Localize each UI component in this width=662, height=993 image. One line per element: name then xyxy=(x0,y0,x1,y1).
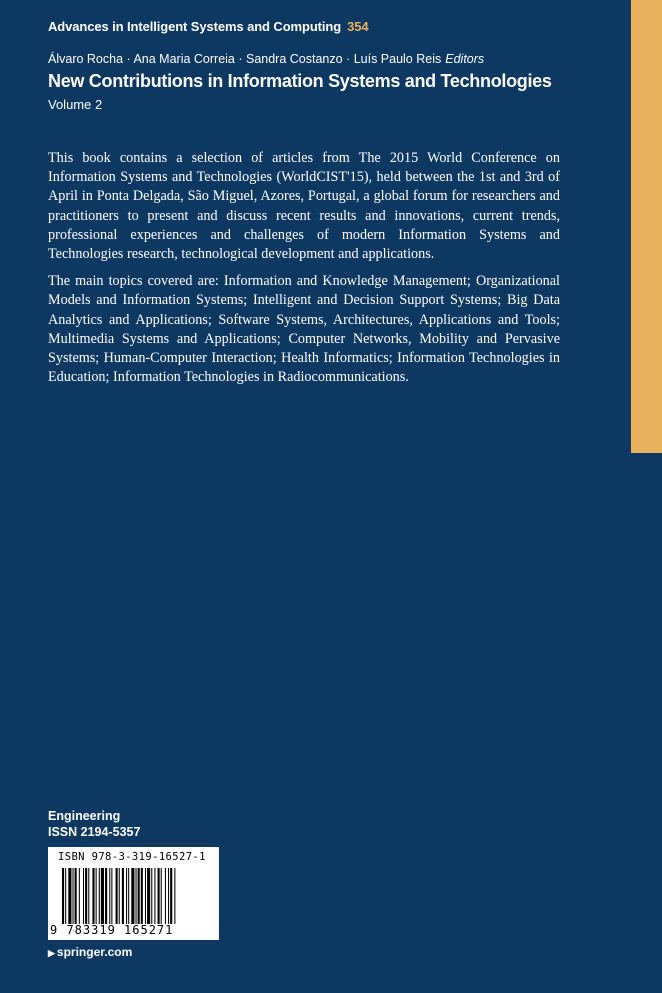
barcode-bar xyxy=(88,868,89,924)
barcode-bar xyxy=(119,868,120,924)
barcode-bar xyxy=(126,868,127,924)
barcode-bar xyxy=(145,868,146,924)
barcode-bar xyxy=(96,868,97,924)
barcode-bar xyxy=(65,868,66,924)
barcode-bar xyxy=(85,868,87,924)
barcode-bar xyxy=(79,868,80,924)
barcode-bar xyxy=(122,868,124,924)
subject-category: Engineering xyxy=(48,809,121,823)
subject-info xyxy=(48,808,140,840)
book-title: New Contributions in Information Systems and Technologies xyxy=(48,71,552,91)
barcode-bars xyxy=(62,868,212,924)
barcode-bar xyxy=(116,868,118,924)
barcode-bar xyxy=(92,868,94,924)
barcode-bar xyxy=(75,868,77,924)
publisher-link[interactable] xyxy=(48,945,132,959)
issn-number: ISSN 2194-5357 xyxy=(48,825,141,839)
isbn-barcode xyxy=(48,847,219,940)
barcode-bar xyxy=(136,868,137,924)
barcode-bar xyxy=(131,868,134,924)
barcode-bar xyxy=(105,868,107,924)
barcode-bar xyxy=(138,868,140,924)
series-name: Advances in Intelligent Systems and Computing xyxy=(48,19,342,34)
barcode-bar xyxy=(109,868,110,924)
isbn-label: ISBN 978-3-319-16527-1 xyxy=(58,851,206,863)
barcode-bar xyxy=(83,868,84,924)
barcode-bar xyxy=(73,868,74,924)
barcode-bar xyxy=(141,868,143,924)
barcode-bar xyxy=(151,868,152,924)
accent-strip xyxy=(631,0,662,453)
barcode-bar xyxy=(168,868,169,924)
barcode-bar xyxy=(99,868,100,924)
editor-names: Álvaro Rocha · Ana Maria Correia · Sandra Costanzo · Luís Paulo Reis xyxy=(48,52,442,66)
barcode-bar xyxy=(161,868,162,924)
barcode-bar xyxy=(101,868,104,924)
volume-label: Volume 2 xyxy=(48,97,103,112)
triangle-right-icon: ▶ xyxy=(48,948,55,958)
barcode-bar xyxy=(147,868,150,924)
barcode-bar xyxy=(158,868,160,924)
description-paragraph-2: The main topics covered are: Information and Knowledge Management; Organizational Models and Information Systems; Intelligent and Decision Support Systems; Big Data Analytics and Applications; Software Systems, Architectures, Applications and Tools; Multimedia Systems and Applications; Computer Networks, Mobility and Pervasive Systems; Human-Computer Interaction; Health Informatics; Information Technologies in Education; Information Technologies in Radiocommunications. xyxy=(48,273,560,386)
barcode-bar xyxy=(154,868,155,924)
barcode-bar xyxy=(170,868,172,924)
barcode-bar xyxy=(128,868,129,924)
barcode-bar xyxy=(111,868,112,924)
book-description xyxy=(48,149,560,395)
barcode-bar xyxy=(174,868,175,924)
barcode-bar xyxy=(165,868,166,924)
barcode-digits: 9 783319 165271 xyxy=(50,923,174,937)
barcode-bar xyxy=(68,868,71,924)
description-paragraph-1: This book contains a selection of articles from The 2015 World Conference on Information Systems and Technologies (WorldCIST'15), held between the 1st and 3rd of April in Ponta Delgada, São Miguel, Azores, Portugal, a global forum for researchers and practitioners to present and discuss recent results and innovations, current trends, professional experiences and challenges of modern Information Systems and Technologies research, technological development and applications. xyxy=(48,150,560,263)
editors-role: Editors xyxy=(445,52,485,66)
editors-line xyxy=(48,52,484,66)
publisher-url: springer.com xyxy=(56,945,133,959)
series-title xyxy=(48,19,369,34)
barcode-bar xyxy=(62,868,64,924)
series-number: 354 xyxy=(347,19,369,34)
